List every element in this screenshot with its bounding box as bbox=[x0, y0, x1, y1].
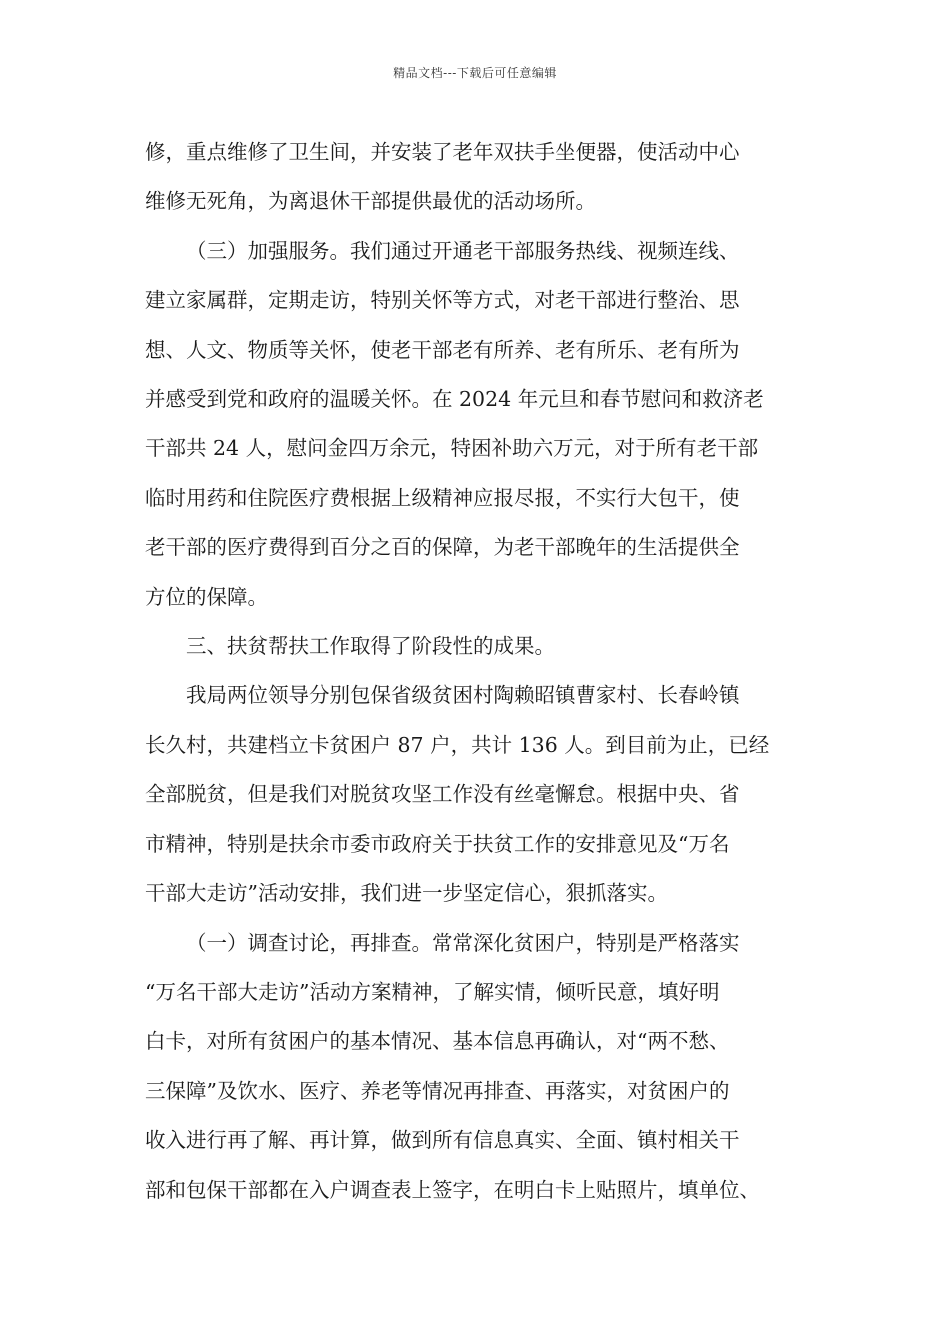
paragraph-1 bbox=[145, 128, 815, 227]
text-line: 三、扶贫帮扶工作取得了阶段性的成果。 bbox=[186, 634, 555, 659]
text-line: 白卡，对所有贫困户的基本情况、基本信息再确认，对“两不愁、 bbox=[145, 1029, 730, 1054]
text-line: 并感受到党和政府的温暖关怀。在 2024 年元旦和春节慰问和救济老 bbox=[145, 387, 764, 412]
text-line: 长久村，共建档立卡贫困户 87 户，共计 136 人。到目前为止，已经 bbox=[145, 732, 770, 757]
paragraph-4 bbox=[145, 671, 815, 918]
section-heading bbox=[145, 622, 815, 671]
text-line: “万名干部大走访”活动方案精神，了解实情，倾听民意，填好明 bbox=[145, 979, 720, 1004]
text-line: （三）加强服务。我们通过开通老干部服务热线、视频连线、 bbox=[186, 238, 740, 263]
text-line: 全部脱贫，但是我们对脱贫攻坚工作没有丝毫懈怠。根据中央、省 bbox=[145, 782, 740, 807]
text-line: 想、人文、物质等关怀，使老干部老有所养、老有所乐、老有所为 bbox=[145, 337, 740, 362]
text-line: 方位的保障。 bbox=[145, 584, 268, 609]
text-line: 维修无死角，为离退休干部提供最优的活动场所。 bbox=[145, 189, 596, 214]
text-line: 干部共 24 人，慰问金四万余元，特困补助六万元，对于所有老干部 bbox=[145, 436, 759, 461]
paragraph-5 bbox=[145, 919, 815, 1215]
text-line: 临时用药和住院医疗费根据上级精神应报尽报，不实行大包干，使 bbox=[145, 485, 740, 510]
text-line: 修，重点维修了卫生间，并安装了老年双扶手坐便器，使活动中心 bbox=[145, 140, 740, 164]
text-line: 三保障”及饮水、医疗、养老等情况再排查、再落实，对贫困户的 bbox=[145, 1078, 730, 1103]
text-line: 建立家属群，定期走访，特别关怀等方式，对老干部进行整治、思 bbox=[145, 288, 740, 313]
text-line: 干部大走访”活动安排，我们进一步坚定信心，狠抓落实。 bbox=[145, 881, 668, 906]
text-line: 老干部的医疗费得到百分之百的保障，为老干部晚年的生活提供全 bbox=[145, 535, 740, 560]
text-line: 市精神，特别是扶余市委市政府关于扶贫工作的安排意见及“万名 bbox=[145, 831, 730, 856]
text-line: 部和包保干部都在入户调查表上签字，在明白卡上贴照片，填单位、 bbox=[145, 1177, 760, 1202]
text-line: （一）调查讨论，再排查。常常深化贫困户，特别是严格落实 bbox=[186, 930, 740, 955]
text-line: 我局两位领导分别包保省级贫困村陶赖昭镇曹家村、长春岭镇 bbox=[186, 683, 740, 708]
text-line: 收入进行再了解、再计算，做到所有信息真实、全面、镇村相关干 bbox=[145, 1128, 740, 1153]
paragraph-2 bbox=[145, 227, 815, 622]
page-header: 精品文档---下载后可任意编辑 bbox=[393, 66, 557, 80]
document-body bbox=[145, 128, 815, 1215]
